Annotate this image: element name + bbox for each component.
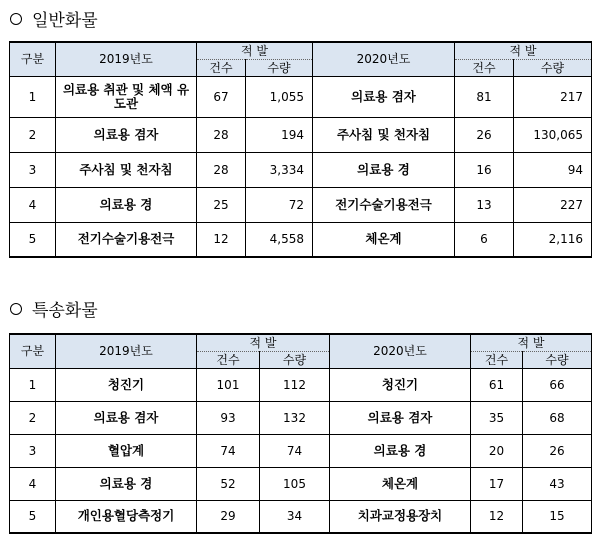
header-year-2019: 2019년도 [56, 42, 197, 76]
item-2019: 의료용 경 [56, 187, 197, 222]
count-2019: 74 [197, 434, 260, 467]
row-number: 4 [10, 467, 56, 500]
qty-2019: 194 [246, 117, 313, 152]
row-number: 2 [10, 117, 56, 152]
header-jeokbal: 적 발 [197, 334, 330, 351]
section-title [10, 296, 98, 321]
count-2020: 16 [455, 152, 514, 187]
header-gubun: 구분 [10, 334, 56, 368]
item-2019: 청진기 [56, 368, 197, 401]
item-2019: 주사침 및 천자침 [56, 152, 197, 187]
header-jeokbal: 적 발 [455, 42, 592, 59]
qty-2020: 227 [514, 187, 592, 222]
item-2019: 의료용 취관 및 체액 유도관 [56, 76, 197, 117]
qty-2019: 1,055 [246, 76, 313, 117]
count-2019: 25 [197, 187, 246, 222]
section-title-text: 일반화물 [32, 11, 98, 31]
header-count: 건수 [471, 351, 523, 368]
item-2019: 개인용혈당측정기 [56, 500, 197, 533]
qty-2020: 94 [514, 152, 592, 187]
header-qty: 수량 [246, 59, 313, 76]
item-2020: 의료용 경 [330, 434, 471, 467]
qty-2019: 4,558 [246, 222, 313, 257]
data-table [9, 333, 592, 534]
qty-2020: 2,116 [514, 222, 592, 257]
item-2019: 의료용 경 [56, 467, 197, 500]
table-row [10, 152, 592, 187]
qty-2020: 26 [523, 434, 592, 467]
count-2020: 13 [455, 187, 514, 222]
count-2020: 17 [471, 467, 523, 500]
table-row [10, 467, 592, 500]
count-2019: 28 [197, 117, 246, 152]
header-year-2019: 2019년도 [56, 334, 197, 368]
count-2020: 26 [455, 117, 514, 152]
row-number: 3 [10, 434, 56, 467]
count-2020: 6 [455, 222, 514, 257]
header-gubun: 구분 [10, 42, 56, 76]
item-2019: 의료용 겸자 [56, 117, 197, 152]
item-2020: 청진기 [330, 368, 471, 401]
row-number: 2 [10, 401, 56, 434]
item-2020: 체온계 [330, 467, 471, 500]
qty-2020: 217 [514, 76, 592, 117]
qty-2019: 132 [260, 401, 330, 434]
header-count: 건수 [197, 59, 246, 76]
item-2020: 의료용 경 [313, 152, 455, 187]
table-row [10, 401, 592, 434]
header-count: 건수 [455, 59, 514, 76]
qty-2019: 34 [260, 500, 330, 533]
qty-2019: 105 [260, 467, 330, 500]
section-title [10, 6, 98, 31]
item-2020: 의료용 겸자 [313, 76, 455, 117]
item-2019: 의료용 겸자 [56, 401, 197, 434]
count-2019: 67 [197, 76, 246, 117]
header-year-2020: 2020년도 [313, 42, 455, 76]
count-2020: 12 [471, 500, 523, 533]
header-jeokbal: 적 발 [197, 42, 313, 59]
count-2019: 93 [197, 401, 260, 434]
qty-2020: 68 [523, 401, 592, 434]
table-row [10, 187, 592, 222]
header-row [10, 334, 592, 351]
header-qty: 수량 [260, 351, 330, 368]
item-2020: 주사침 및 천자침 [313, 117, 455, 152]
data-table [9, 41, 592, 258]
count-2020: 35 [471, 401, 523, 434]
item-2019: 전기수술기용전극 [56, 222, 197, 257]
qty-2020: 15 [523, 500, 592, 533]
count-2019: 28 [197, 152, 246, 187]
table-row [10, 117, 592, 152]
table-row [10, 76, 592, 117]
table-row [10, 368, 592, 401]
row-number: 3 [10, 152, 56, 187]
row-number: 1 [10, 368, 56, 401]
circle-bullet-icon [10, 303, 22, 315]
count-2020: 61 [471, 368, 523, 401]
item-2020: 전기수술기용전극 [313, 187, 455, 222]
table-row [10, 500, 592, 533]
row-number: 4 [10, 187, 56, 222]
count-2019: 29 [197, 500, 260, 533]
table-row [10, 222, 592, 257]
section-title-text: 특송화물 [32, 301, 98, 321]
table-row [10, 434, 592, 467]
count-2019: 52 [197, 467, 260, 500]
header-jeokbal: 적 발 [471, 334, 592, 351]
header-count: 건수 [197, 351, 260, 368]
qty-2019: 74 [260, 434, 330, 467]
qty-2020: 130,065 [514, 117, 592, 152]
item-2020: 의료용 겸자 [330, 401, 471, 434]
header-row [10, 42, 592, 59]
qty-2019: 3,334 [246, 152, 313, 187]
row-number: 5 [10, 500, 56, 533]
count-2020: 81 [455, 76, 514, 117]
count-2019: 12 [197, 222, 246, 257]
circle-bullet-icon [10, 13, 22, 25]
item-2020: 체온계 [313, 222, 455, 257]
qty-2020: 66 [523, 368, 592, 401]
header-year-2020: 2020년도 [330, 334, 471, 368]
row-number: 5 [10, 222, 56, 257]
item-2020: 치과교정용장치 [330, 500, 471, 533]
count-2020: 20 [471, 434, 523, 467]
header-qty: 수량 [523, 351, 592, 368]
row-number: 1 [10, 76, 56, 117]
count-2019: 101 [197, 368, 260, 401]
qty-2019: 112 [260, 368, 330, 401]
header-qty: 수량 [514, 59, 592, 76]
item-2019: 혈압계 [56, 434, 197, 467]
qty-2020: 43 [523, 467, 592, 500]
qty-2019: 72 [246, 187, 313, 222]
